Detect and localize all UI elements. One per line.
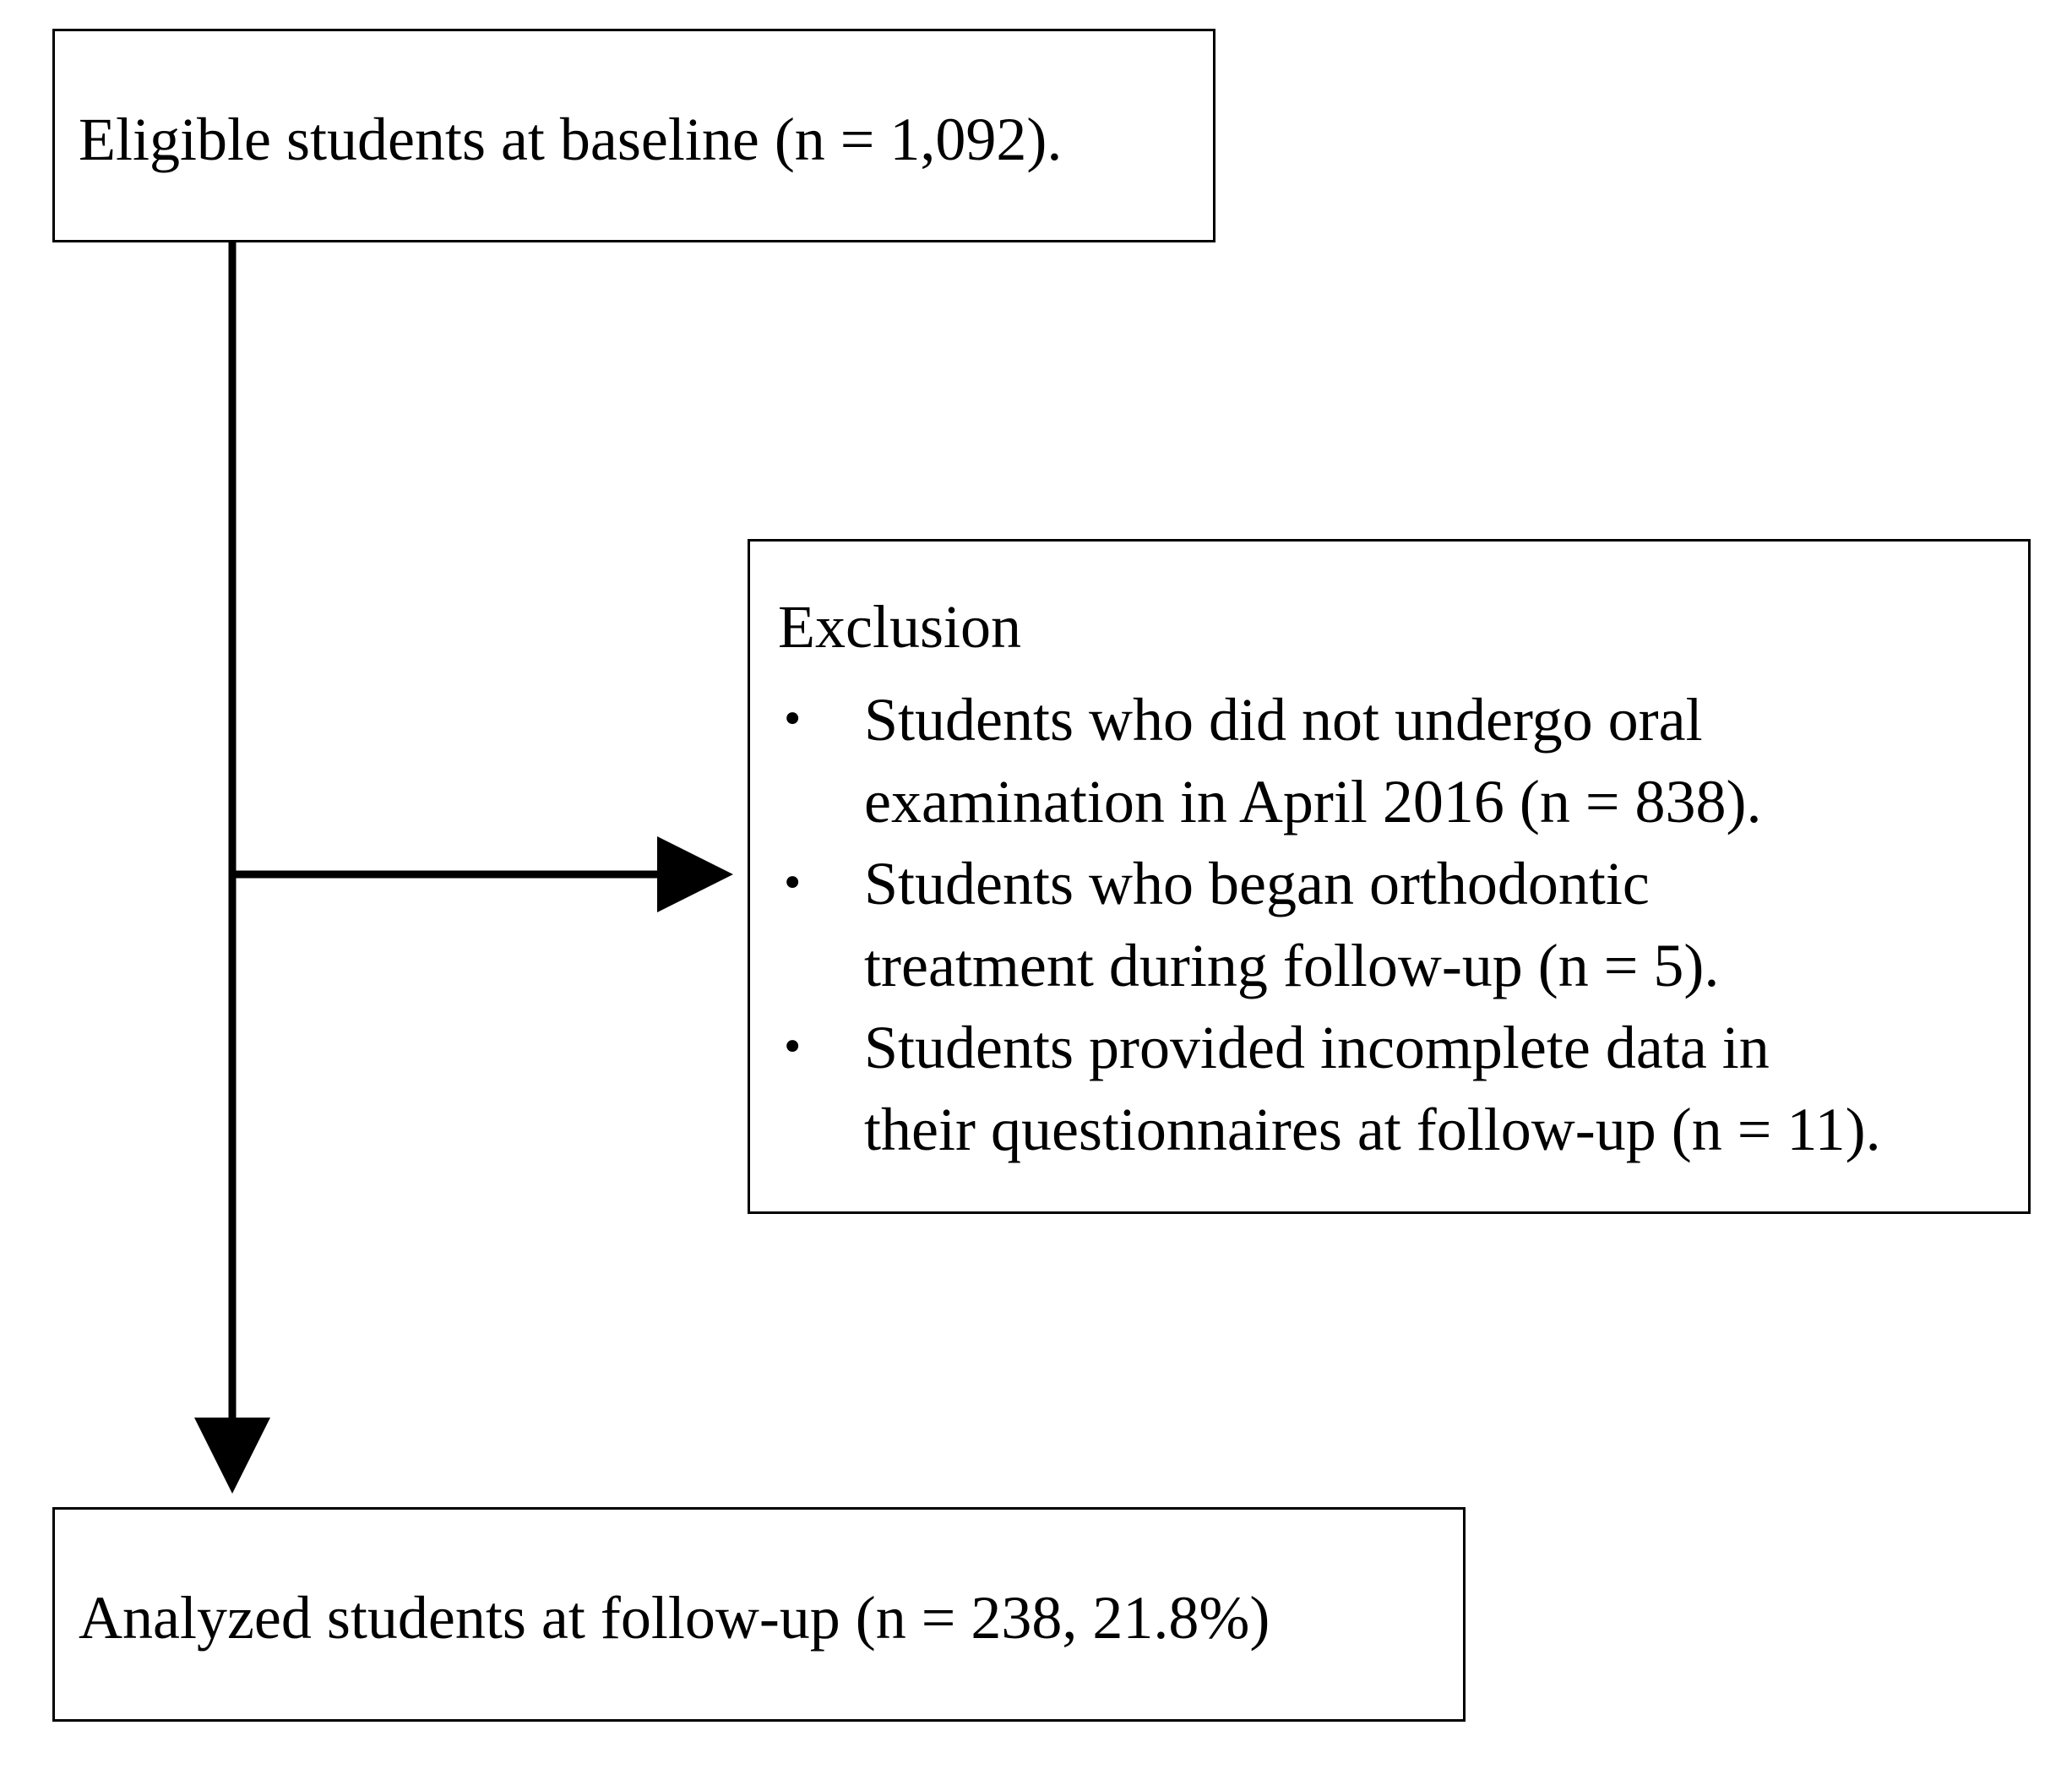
baseline-text: Eligible students at baseline (n = 1,092). xyxy=(79,106,1063,173)
bullet-icon: • xyxy=(780,1024,805,1071)
baseline-box xyxy=(52,29,1215,242)
exclusion-heading: Exclusion xyxy=(778,593,1021,661)
analyzed-box xyxy=(52,1507,1466,1722)
exclusion-item-line: Students who did not undergo oral xyxy=(864,686,1703,754)
exclusion-item-line: examination in April 2016 (n = 838). xyxy=(864,768,1762,836)
exclusion-list xyxy=(750,679,1881,1171)
bullet-icon: • xyxy=(780,860,805,907)
bullet-icon: • xyxy=(780,696,805,743)
exclusion-item-line: treatment during follow-up (n = 5). xyxy=(864,932,1720,999)
exclusion-item-line: their questionnaires at follow-up (n = 11). xyxy=(864,1096,1881,1163)
analyzed-text: Analyzed students at follow-up (n = 238, 21.8%) xyxy=(79,1584,1270,1652)
exclusion-item xyxy=(750,679,1881,843)
exclusion-item xyxy=(750,1007,1881,1171)
exclusion-box xyxy=(748,539,2031,1214)
exclusion-item xyxy=(750,843,1881,1007)
exclusion-item-line: Students who began orthodontic xyxy=(864,850,1650,917)
exclusion-item-line: Students provided incomplete data in xyxy=(864,1014,1770,1081)
